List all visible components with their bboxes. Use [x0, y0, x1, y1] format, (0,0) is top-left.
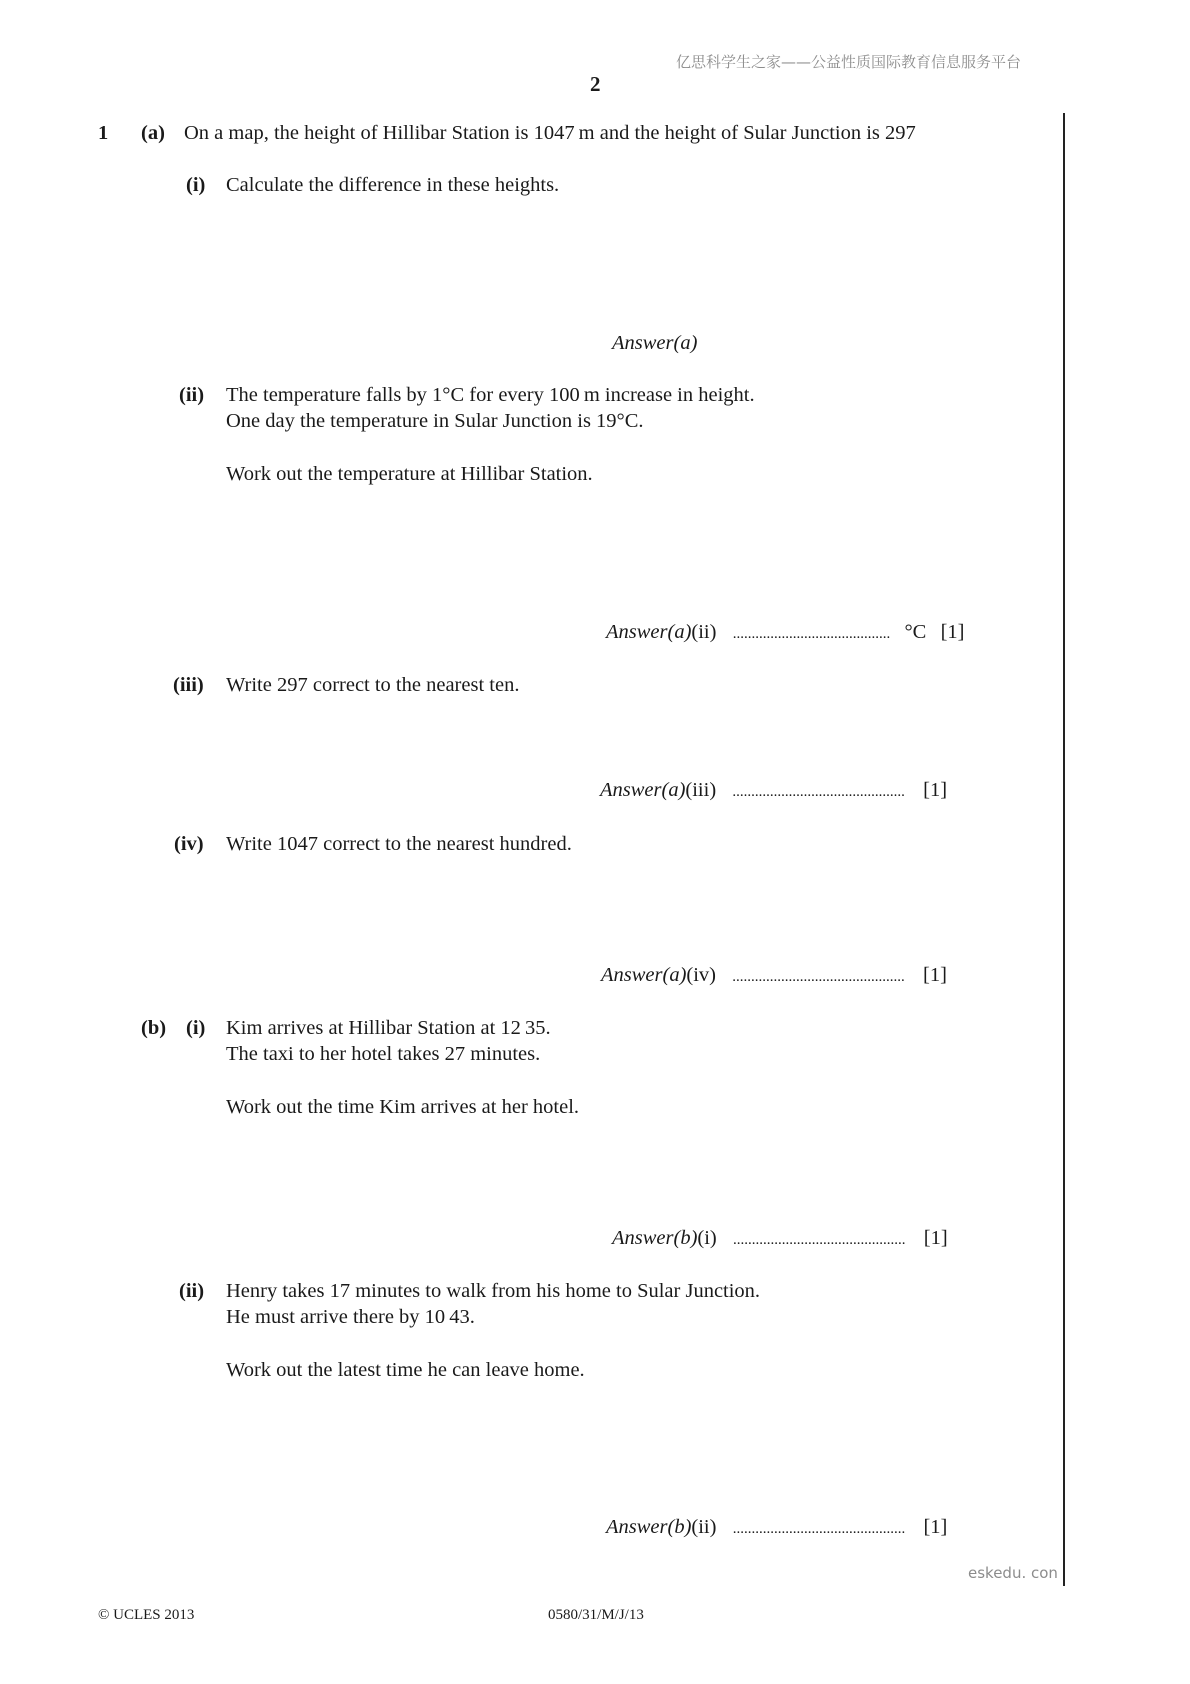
part-a-iii-label: (iii): [173, 674, 204, 696]
answer-b-ii: [606, 1517, 947, 1538]
answer-b-i-prefix: Answer(b): [612, 1227, 698, 1249]
part-b-i-line2: The taxi to her hotel takes 27 minutes.: [226, 1043, 541, 1065]
question-number: 1: [98, 122, 109, 144]
part-b-ii-line1: Henry takes 17 minutes to walk from his home to Sular Junction.: [226, 1280, 761, 1302]
answer-a-iii: [600, 780, 947, 801]
answer-a-i: [612, 333, 697, 354]
answer-b-i-dots: ..............................................: [733, 1232, 906, 1248]
answer-a-iii-dots: ..............................................: [732, 784, 905, 800]
answer-a-iii-roman: (iii): [685, 779, 717, 801]
answer-a-iv-marks: [1]: [923, 964, 947, 986]
footer-copyright: © UCLES 2013: [98, 1607, 195, 1623]
part-a-ii-line2: One day the temperature in Sular Junction is 19°C.: [226, 410, 644, 432]
answer-a-ii-prefix: Answer(a): [606, 621, 692, 643]
part-a-ii-line1: The temperature falls by 1°C for every 100 m increase in height.: [226, 384, 755, 406]
answer-b-i-roman: (i): [697, 1227, 717, 1249]
answer-a-iv-dots: ..............................................: [732, 969, 905, 985]
answer-a-ii-unit: °C: [904, 621, 927, 643]
part-a-iv-label: (iv): [174, 833, 204, 855]
answer-b-ii-dots: ..............................................: [732, 1521, 906, 1537]
part-a-ii-line3: Work out the temperature at Hillibar Station.: [226, 463, 593, 485]
footer-code: 0580/31/M/J/13: [548, 1607, 644, 1623]
answer-a-ii-roman: (ii): [691, 621, 717, 643]
answer-b-ii-prefix: Answer(b): [606, 1516, 692, 1538]
part-b-i-label: (i): [186, 1017, 206, 1039]
answer-a-ii: [606, 622, 964, 643]
part-b-i-line1: Kim arrives at Hillibar Station at 12 35.: [226, 1017, 551, 1039]
answer-b-i: [612, 1228, 948, 1249]
answer-a-ii-dots: ..........................................: [732, 626, 891, 642]
answer-b-i-marks: [1]: [923, 1227, 948, 1249]
part-b-ii-label: (ii): [179, 1280, 205, 1302]
part-a-iii-text: Write 297 correct to the nearest ten.: [226, 674, 520, 696]
answer-b-ii-roman: (ii): [691, 1516, 717, 1538]
answer-a-i-prefix: Answer(a): [612, 332, 698, 354]
part-a-label: (a): [141, 122, 165, 144]
watermark-footer: eskedu. con: [968, 1564, 1058, 1582]
answer-a-ii-marks: [1]: [940, 621, 965, 643]
answer-b-ii-marks: [1]: [923, 1516, 948, 1538]
part-a-iv-text: Write 1047 correct to the nearest hundred.: [226, 833, 572, 855]
part-b-ii-line2: He must arrive there by 10 43.: [226, 1306, 475, 1328]
margin-rule: [1063, 113, 1065, 1586]
part-b-i-line3: Work out the time Kim arrives at her hotel.: [226, 1096, 580, 1118]
part-b-ii-line3: Work out the latest time he can leave home.: [226, 1359, 585, 1381]
answer-a-iv-prefix: Answer(a): [601, 964, 687, 986]
part-b-label: (b): [141, 1017, 167, 1039]
answer-a-iv: [601, 965, 947, 986]
answer-a-iii-marks: [1]: [923, 779, 948, 801]
answer-a-iv-roman: (iv): [686, 964, 717, 986]
page-number: 2: [590, 72, 601, 96]
part-a-stem: On a map, the height of Hillibar Station is 1047 m and the height of Sular Junction is 297: [184, 122, 916, 144]
answer-a-iii-prefix: Answer(a): [600, 779, 686, 801]
part-a-i-label: (i): [186, 174, 206, 196]
part-a-i-text: Calculate the difference in these heights.: [226, 174, 560, 196]
watermark-header: 亿思科学生之家——公益性质国际教育信息服务平台: [676, 53, 1022, 71]
part-a-ii-label: (ii): [179, 384, 205, 406]
